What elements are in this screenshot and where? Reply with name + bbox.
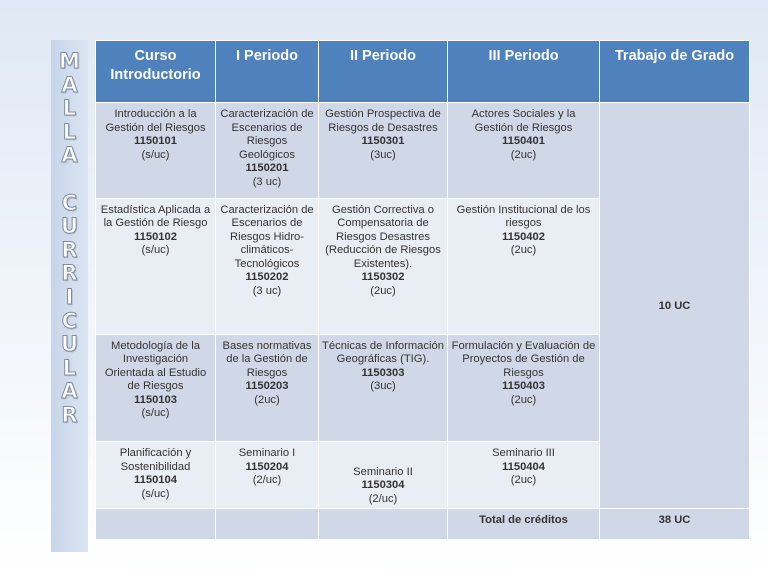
course-cell [96,103,216,199]
course-credits: (s/uc) [141,487,170,500]
course-name: Seminario II [353,465,413,478]
course-code: 1150404 [502,460,545,473]
course-credits: (2uc) [370,284,396,297]
empty-cell [319,509,448,540]
banner-letter: U [60,214,79,239]
course-name: Seminario III [492,447,555,460]
course-name: Técnicas de Información Geográficas (TIG). [322,339,444,366]
course-code: 1150303 [361,366,405,379]
course-name: Gestión Correctiva o Compensatoria de Riesgos Desastres (Reducción de Riesgos Existentes). [325,203,441,270]
course-code: 1150103 [134,393,177,406]
curriculum-table [95,40,750,540]
banner-letter: L [62,96,77,121]
banner-letter: A [61,379,78,404]
banner-letter: A [61,72,78,97]
course-name: Actores Sociales y la Gestión de Riesgos [471,108,576,134]
course-credits: (2/uc) [368,492,398,505]
course-name: Caracterización de Escenarios de Riesgos Hidro-climáticos-Tecnológicos [220,203,314,270]
course-cell [96,334,216,442]
course-name: Metodología de la Investigación Orientada al Estudio de Riesgos [104,339,207,393]
course-credits: (2uc) [510,244,537,257]
course-name: Planificación y Sostenibilidad [119,447,192,473]
course-cell [216,103,319,199]
banner-letter: R [61,402,78,427]
header-iii-periodo: III Periodo [448,41,600,103]
banner-letter: L [62,119,77,144]
empty-cell [216,509,319,540]
course-code: 1150101 [134,135,177,147]
course-cell [448,198,600,334]
header-curso-introductorio: Curso Introductorio [96,41,216,103]
course-code: 1150203 [245,380,289,393]
course-cell [216,334,319,442]
course-cell [448,103,600,199]
total-credits-label: Total de créditos [448,509,600,540]
course-cell [216,198,319,334]
total-credits-value: 38 UC [600,509,750,540]
course-code: 1150302 [361,271,405,284]
trabajo-grado-credits: 10 UC [600,103,750,509]
course-code: 1150204 [245,460,289,473]
header-ii-periodo: II Periodo [319,41,448,103]
banner-letter: M [59,49,80,73]
banner-letter: L [62,355,77,380]
course-code: 1150102 [134,230,177,243]
course-credits: (s/uc) [141,407,170,420]
course-credits: (s/uc) [141,244,170,257]
course-code: 1150104 [134,474,177,487]
banner-letter: A [61,143,78,168]
course-code: 1150304 [361,479,405,492]
course-cell [96,442,216,509]
banner-letter: R [61,237,78,262]
banner-letter: R [61,261,78,286]
course-code: 1150301 [361,135,405,147]
course-name: Bases normativas de la Gestión de Riesgos [222,339,312,379]
course-credits: (3 uc) [252,284,282,297]
course-code: 1150201 [245,162,289,174]
course-name: Caracterización de Escenarios de Riesgos Geológicos [220,108,314,161]
vertical-title-banner [51,40,88,552]
empty-cell [96,509,216,540]
course-name: Seminario I [238,447,296,460]
course-credits: (2uc) [510,393,537,406]
header-row [96,41,750,103]
course-cell [448,334,600,442]
course-name: Introducción a la Gestión del Riesgos [105,108,206,134]
course-code: 1150402 [502,230,545,243]
course-cell [319,334,448,442]
course-cell [319,103,448,199]
course-cell [216,442,319,509]
course-cell [96,198,216,334]
course-name: Formulación y Evaluación de Proyectos de Gestión de Riesgos [451,339,596,379]
course-name: Gestión Prospectiva de Riesgos de Desastres [325,108,441,134]
banner-letter: C [61,308,78,333]
course-credits: (3uc) [370,148,396,161]
course-credits: (s/uc) [141,148,170,161]
course-name: Gestión Institucional de los riesgos [456,203,591,230]
course-credits: (2uc) [510,148,537,161]
banner-letter: I [65,284,74,309]
table-row [96,103,750,199]
header-i-periodo: I Periodo [216,41,319,103]
banner-letter: U [60,332,79,357]
banner-letter: C [61,190,78,215]
course-cell [448,442,600,509]
course-cell [319,198,448,334]
course-code: 1150403 [502,380,545,393]
header-trabajo-de-grado: Trabajo de Grado [600,41,750,103]
course-code: 1150401 [502,135,545,147]
course-credits: (2uc) [510,474,537,487]
course-credits: (3uc) [370,380,396,393]
course-code: 1150202 [245,271,289,284]
course-credits: (2/uc) [252,474,282,487]
total-row [96,509,750,540]
course-cell [319,442,448,509]
course-credits: (2uc) [254,393,280,406]
course-name: Estadística Aplicada a la Gestión de Riesgo [100,203,211,230]
course-credits: (3 uc) [252,175,282,188]
